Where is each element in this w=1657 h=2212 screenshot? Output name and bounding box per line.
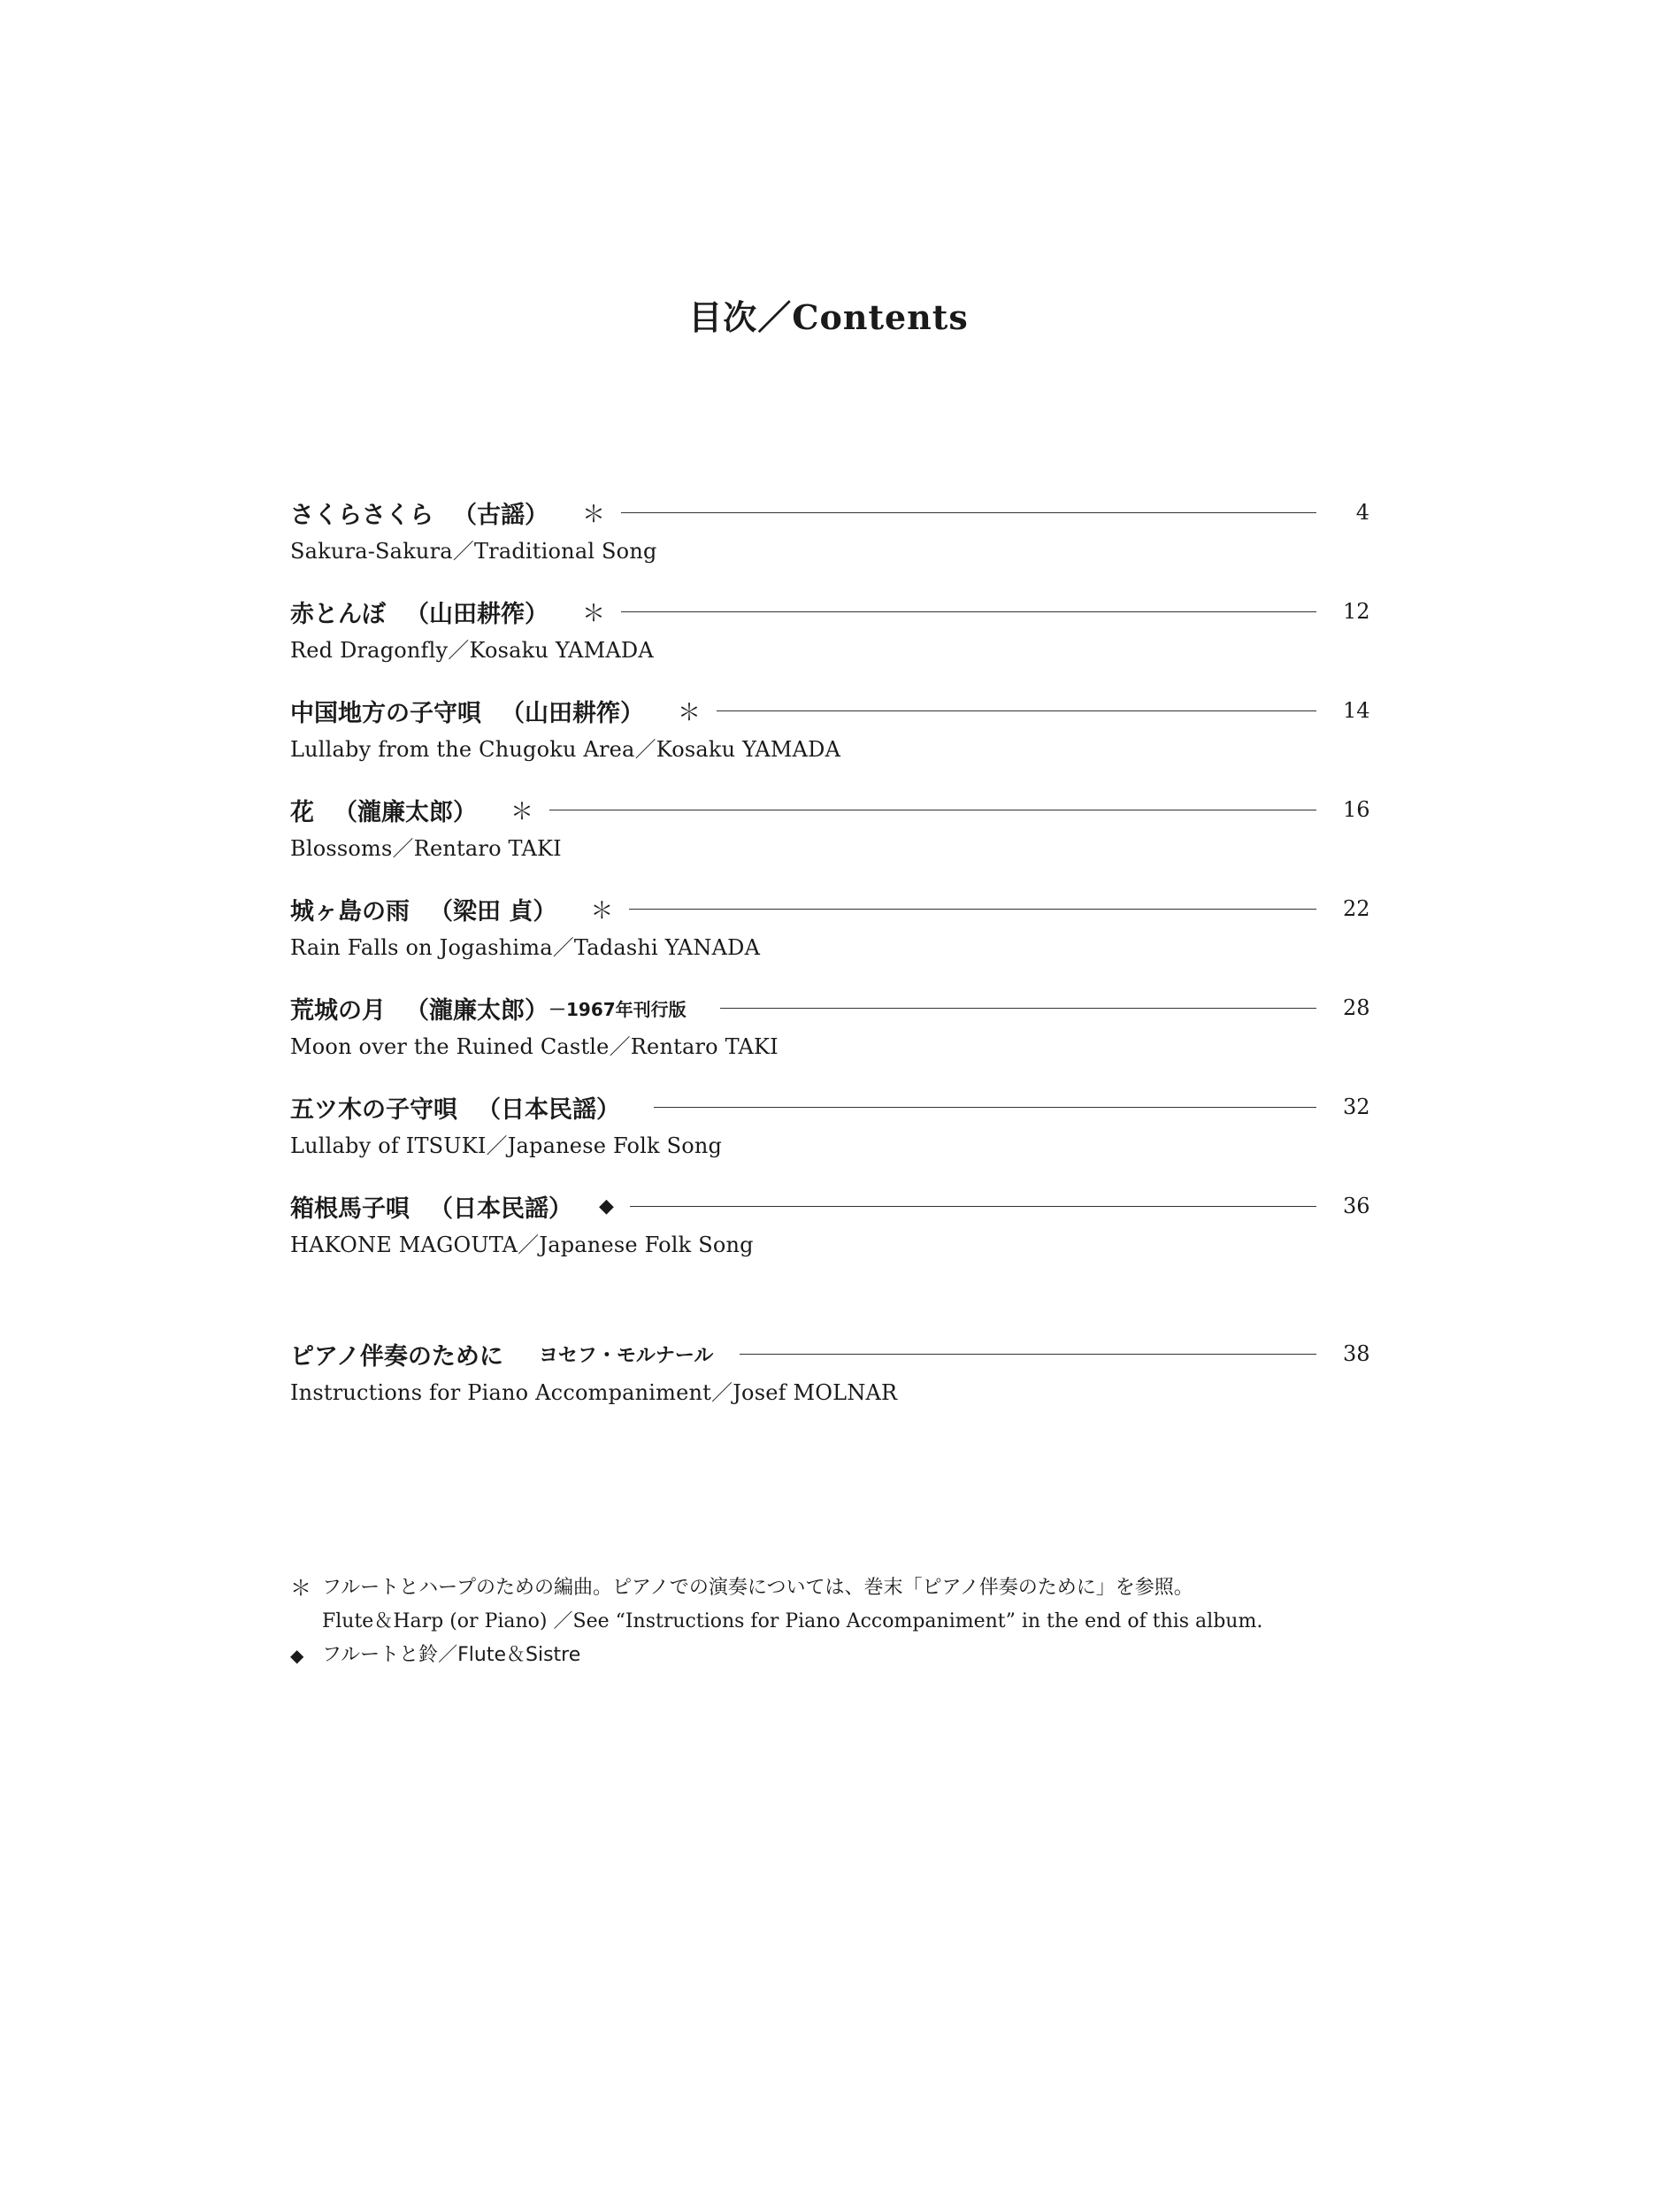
entry-subtitle: Sakura-Sakura／Traditional Song	[290, 539, 657, 564]
toc-entry[interactable]	[290, 887, 1369, 987]
leader-line	[654, 1107, 1316, 1108]
asterisk-icon: ＊	[582, 600, 606, 627]
diamond-icon: ◆	[599, 1194, 614, 1217]
entry-page-number: 16	[1343, 797, 1370, 822]
toc-entry[interactable]	[290, 689, 1369, 788]
entry-page-number: 32	[1343, 1094, 1370, 1119]
entry-composer-jp: （梁田 貞）	[429, 897, 557, 926]
toc-entry[interactable]	[290, 491, 1369, 590]
page-title: 目次／Contents	[688, 297, 969, 337]
entry-composer-jp: （古謡）	[453, 501, 548, 529]
table-of-contents	[290, 491, 1369, 1432]
entry-page-number: 28	[1343, 995, 1370, 1020]
asterisk-icon: ＊	[678, 699, 702, 726]
entry-title-jp: 箱根馬子唄	[290, 1194, 410, 1223]
entry-title-jp: 中国地方の子守唄	[290, 699, 481, 727]
entry-composer-jp: （日本民謡）	[429, 1194, 572, 1223]
footnote-diamond-text: フルートと鈴／Flute＆Sistre	[322, 1644, 581, 1666]
entry-title-jp: ピアノ伴奏のために	[290, 1342, 503, 1371]
footnote-asterisk-jp: フルートとハープのための編曲。ピアノでの演奏については、巻末「ピアノ伴奏のために」を参照。	[322, 1577, 1193, 1599]
entry-edition-note: －1967年刊行版	[548, 998, 687, 1020]
leader-line	[717, 710, 1316, 711]
footnotes	[290, 1571, 1440, 1672]
entry-subtitle: HAKONE MAGOUTA／Japanese Folk Song	[290, 1233, 754, 1257]
leader-line	[740, 1354, 1316, 1355]
entry-title-jp: 城ヶ島の雨	[290, 897, 410, 926]
asterisk-icon: ＊	[590, 897, 614, 925]
entry-composer-jp: （瀧廉太郎）	[334, 798, 477, 826]
entry-subtitle: Red Dragonfly／Kosaku YAMADA	[290, 638, 654, 663]
footnote-diamond	[290, 1639, 1440, 1672]
entry-title-jp: 花	[290, 798, 314, 826]
entry-page-number: 12	[1343, 599, 1370, 624]
asterisk-icon: ＊	[290, 1576, 311, 1601]
toc-entry[interactable]	[290, 987, 1369, 1086]
footnote-asterisk	[290, 1571, 1440, 1605]
leader-line	[629, 909, 1316, 910]
footnote-asterisk-en: Flute＆Harp (or Piano) ／See “Instructions for Piano Accompaniment” in the end of this album.	[322, 1610, 1263, 1632]
entry-subtitle: Blossoms／Rentaro TAKI	[290, 836, 562, 861]
entry-subtitle: Lullaby of ITSUKI／Japanese Folk Song	[290, 1133, 723, 1158]
toc-entry[interactable]	[290, 590, 1369, 689]
entry-title-jp: さくらさくら	[290, 501, 433, 529]
entry-composer-jp: （山田耕筰）	[405, 600, 548, 628]
entry-composer-jp: （日本民謡）	[477, 1095, 620, 1124]
entry-composer-jp: （山田耕筰）	[501, 699, 644, 727]
entry-page-number: 38	[1343, 1341, 1370, 1366]
entry-subtitle: Rain Falls on Jogashima／Tadashi YANADA	[290, 935, 761, 960]
toc-entry[interactable]	[290, 1185, 1369, 1284]
diamond-icon: ◆	[290, 1645, 304, 1666]
entry-title-jp: 赤とんぼ	[290, 600, 386, 628]
entry-subtitle: Lullaby from the Chugoku Area／Kosaku YAMADA	[290, 737, 841, 762]
entry-title-jp: 荒城の月	[290, 996, 386, 1025]
entry-page-number: 14	[1343, 698, 1370, 723]
entry-subtitle: Moon over the Ruined Castle／Rentaro TAKI	[290, 1034, 779, 1059]
entry-page-number: 36	[1343, 1194, 1370, 1218]
entry-subtitle: Instructions for Piano Accompaniment／Josef MOLNAR	[290, 1380, 898, 1405]
leader-line	[630, 1206, 1316, 1207]
asterisk-icon: ＊	[510, 798, 534, 826]
toc-entry[interactable]	[290, 1333, 1369, 1432]
leader-line	[720, 1008, 1316, 1009]
entry-composer-jp: ヨセフ・モルナール	[538, 1344, 714, 1367]
toc-entry[interactable]	[290, 1086, 1369, 1185]
entry-page-number: 22	[1343, 896, 1370, 921]
entry-page-number: 4	[1355, 500, 1369, 525]
toc-entry[interactable]	[290, 788, 1369, 887]
entry-title-jp: 五ツ木の子守唄	[290, 1095, 457, 1124]
entry-composer-jp: （瀧廉太郎）	[405, 996, 548, 1025]
leader-line	[621, 611, 1316, 612]
leader-line	[621, 512, 1316, 513]
asterisk-icon: ＊	[582, 501, 606, 528]
